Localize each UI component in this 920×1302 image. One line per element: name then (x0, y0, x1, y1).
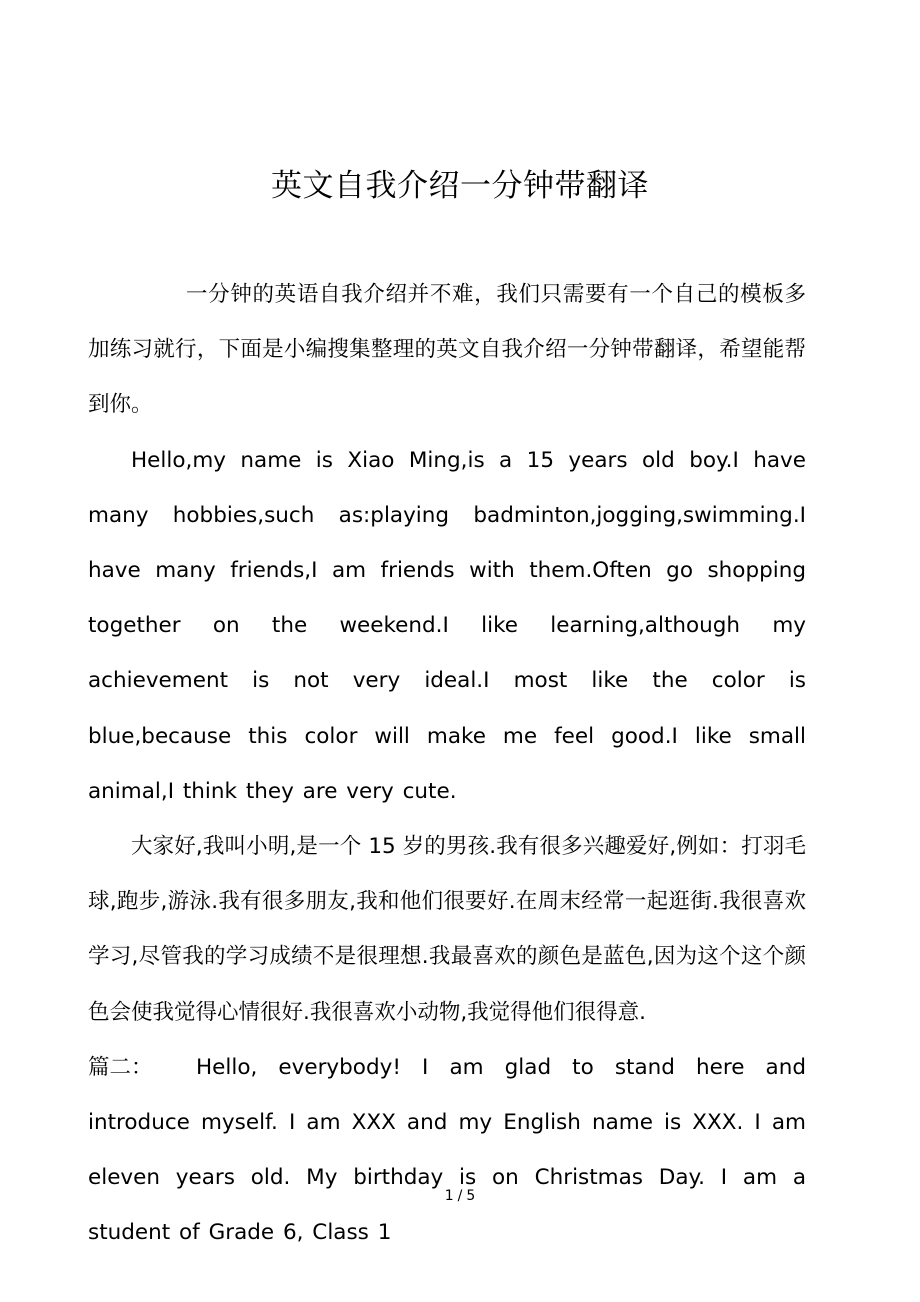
english-paragraph-2: Hello, everybody! I am glad to stand here and introduce myself. I am XXX and my English name is XXX. I am eleven years old. My birthday is on Christmas Day. I am a student of Grade 6, Class 1 (88, 1054, 806, 1246)
english-paragraph-1: Hello,my name is Xiao Ming,is a 15 years old boy.I have many hobbies,such as:playing badminton,jogging,swimming.I have many friends,I am friends with them.Often go shopping together on the weekend.I like learning,although my achievement is not very ideal.I most like the color is blue,because this color will make me feel good.I like small animal,I think they are very cute. (88, 447, 806, 804)
chinese-paragraph-1: 大家好,我叫小明,是一个 15 岁的男孩.我有很多兴趣爱好,例如：打羽毛球,跑步,游泳.我有很多朋友,我和他们很要好.在周末经常一起逛街.我很喜欢学习,尽管我的学习成绩不是很理想.我最喜欢的颜色是蓝色,因为这个这个颜色会使我觉得心情很好.我很喜欢小动物,我觉得他们很得意. (88, 834, 806, 1025)
intro-paragraph: 一分钟的英语自我介绍并不难，我们只需要有一个自己的模板多加练习就行，下面是小编搜集整理的英文自我介绍一分钟带翻译，希望能帮到你。 (88, 282, 806, 418)
document-title: 英文自我介绍一分钟带翻译 (271, 168, 649, 204)
section-2-label: 篇二： (88, 1054, 153, 1080)
page-separator: / (457, 1188, 463, 1204)
document-body (88, 267, 806, 1261)
page-total: 5 (466, 1188, 476, 1204)
section-2-paragraph (88, 1040, 806, 1261)
page-number (0, 1186, 920, 1206)
page-current: 1 (444, 1188, 454, 1204)
